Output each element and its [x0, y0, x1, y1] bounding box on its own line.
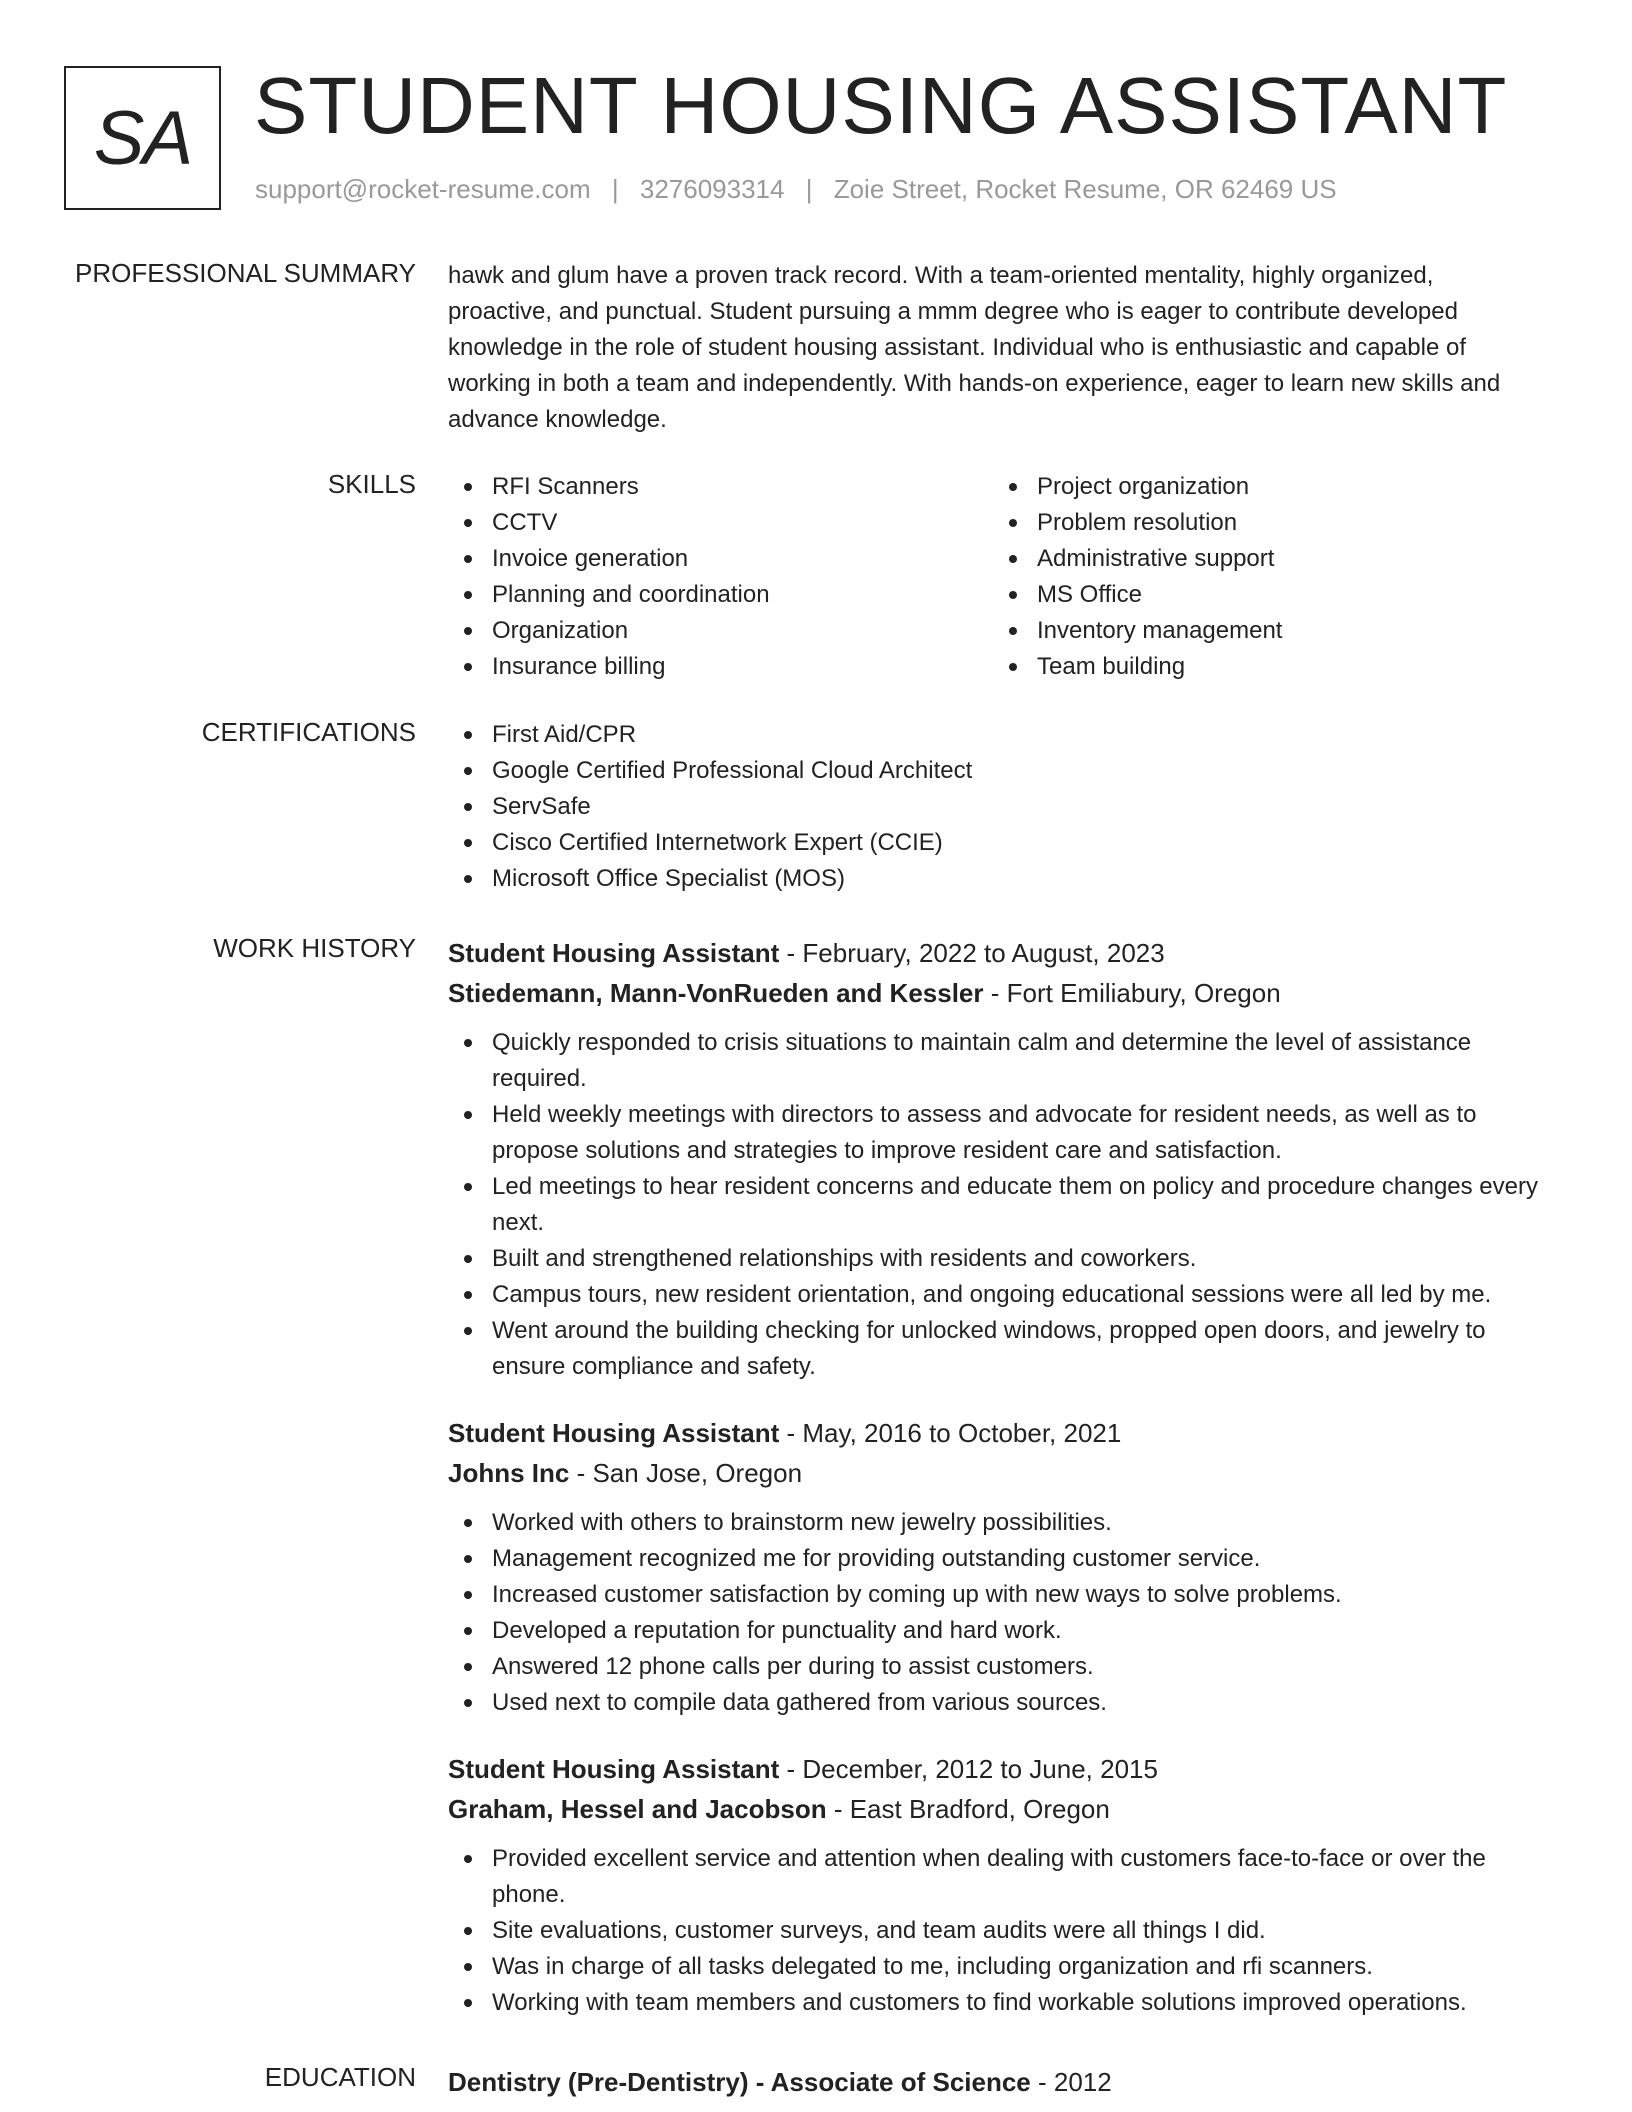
list-item: Quickly responded to crisis situations to maintain calm and determine the level of assistance required.	[448, 1025, 1538, 1097]
list-item: CCTV	[448, 505, 993, 541]
job-bullets	[448, 1025, 1538, 1385]
job-entry	[448, 1749, 1538, 2021]
summary-text: hawk and glum have a proven track record. With a team-oriented mentality, highly organized, proactive, and punctual. Student pursuing a mmm degree who is eager to contribute developed knowledge in the role of student housing assistant. Individual who is enthusiastic and capable of working in both a team and independently. With hands-on experience, eager to learn new skills and advance knowledge.	[448, 262, 1501, 433]
job-dates: - December, 2012 to June, 2015	[779, 1754, 1158, 1784]
contact-address: Zoie Street, Rocket Resume, OR 62469 US	[833, 174, 1337, 204]
list-item: ServSafe	[448, 789, 1538, 825]
list-item: Insurance billing	[448, 649, 993, 685]
education-degree: Dentistry (Pre-Dentistry) - Associate of Science	[448, 2067, 1031, 2097]
education-year: - 2012	[1030, 2067, 1112, 2097]
job-title: Student Housing Assistant	[448, 1418, 780, 1448]
page-title: STUDENT HOUSING ASSISTANT	[254, 61, 1508, 150]
list-item: Site evaluations, customer surveys, and team audits were all things I did.	[448, 1913, 1538, 1949]
job-company: Graham, Hessel and Jacobson	[448, 1794, 827, 1824]
job-company: Stiedemann, Mann-VonRueden and Kessler	[448, 978, 984, 1008]
contact-line	[255, 174, 1337, 205]
job-location: - Fort Emiliabury, Oregon	[983, 978, 1281, 1008]
job-title-line	[448, 933, 1538, 973]
job-title-line	[448, 1413, 1538, 1453]
contact-separator: |	[805, 174, 813, 204]
list-item: Inventory management	[993, 613, 1538, 649]
list-item: Built and strengthened relationships with residents and coworkers.	[448, 1241, 1538, 1277]
monogram-logo: SA	[64, 66, 221, 210]
skills-list-left	[448, 469, 993, 685]
list-item: Working with team members and customers to find workable solutions improved operations.	[448, 1985, 1538, 2021]
list-item: Problem resolution	[993, 505, 1538, 541]
list-item: Cisco Certified Internetwork Expert (CCIE)	[448, 825, 1538, 861]
list-item: Team building	[993, 649, 1538, 685]
skills-list-right	[993, 469, 1538, 685]
list-item: Administrative support	[993, 541, 1538, 577]
job-title: Student Housing Assistant	[448, 938, 780, 968]
list-item: Google Certified Professional Cloud Architect	[448, 753, 1538, 789]
job-entry	[448, 1413, 1538, 1721]
list-item: Microsoft Office Specialist (MOS)	[448, 861, 1538, 897]
section-label-summary: PROFESSIONAL SUMMARY	[75, 258, 416, 288]
section-label-skills: SKILLS	[327, 469, 416, 499]
list-item: Campus tours, new resident orientation, and ongoing educational sessions were all led by me.	[448, 1277, 1538, 1313]
certifications-list	[448, 717, 1538, 897]
list-item: Increased customer satisfaction by coming up with new ways to solve problems.	[448, 1577, 1538, 1613]
list-item: Organization	[448, 613, 993, 649]
job-location: - East Bradford, Oregon	[826, 1794, 1110, 1824]
job-bullets	[448, 1841, 1538, 2021]
list-item: Developed a reputation for punctuality and hard work.	[448, 1613, 1538, 1649]
list-item: Led meetings to hear resident concerns and educate them on policy and procedure changes every next.	[448, 1169, 1538, 1241]
list-item: Was in charge of all tasks delegated to me, including organization and rfi scanners.	[448, 1949, 1538, 1985]
job-dates: - May, 2016 to October, 2021	[779, 1418, 1122, 1448]
section-label-work-history: WORK HISTORY	[213, 933, 416, 963]
job-bullets	[448, 1505, 1538, 1721]
list-item: Provided excellent service and attention when dealing with customers face-to-face or over the phone.	[448, 1841, 1538, 1913]
contact-phone: 3276093314	[639, 174, 785, 204]
list-item: First Aid/CPR	[448, 717, 1538, 753]
list-item: Planning and coordination	[448, 577, 993, 613]
list-item: RFI Scanners	[448, 469, 993, 505]
section-label-certifications: CERTIFICATIONS	[201, 717, 416, 747]
job-company-line	[448, 973, 1538, 1013]
contact-separator: |	[611, 174, 619, 204]
list-item: Used next to compile data gathered from various sources.	[448, 1685, 1538, 1721]
list-item: Project organization	[993, 469, 1538, 505]
job-title-line	[448, 1749, 1538, 1789]
list-item: MS Office	[993, 577, 1538, 613]
section-label-education: EDUCATION	[264, 2062, 416, 2092]
job-company: Johns Inc	[448, 1458, 570, 1488]
list-item: Held weekly meetings with directors to assess and advocate for resident needs, as well as to propose solutions and strategies to improve resident care and satisfaction.	[448, 1097, 1538, 1169]
job-title: Student Housing Assistant	[448, 1754, 780, 1784]
job-location: - San Jose, Oregon	[569, 1458, 803, 1488]
list-item: Went around the building checking for unlocked windows, propped open doors, and jewelry to ensure compliance and safety.	[448, 1313, 1538, 1385]
resume-header	[64, 61, 1564, 210]
job-company-line	[448, 1789, 1538, 1829]
skills-columns	[448, 469, 1538, 685]
list-item: Worked with others to brainstorm new jewelry possibilities.	[448, 1505, 1538, 1541]
job-dates: - February, 2022 to August, 2023	[779, 938, 1165, 968]
job-entry	[448, 933, 1538, 1385]
job-company-line	[448, 1453, 1538, 1493]
education-line	[448, 2062, 1538, 2102]
contact-email: support@rocket-resume.com	[255, 174, 591, 204]
list-item: Invoice generation	[448, 541, 993, 577]
list-item: Management recognized me for providing outstanding customer service.	[448, 1541, 1538, 1577]
list-item: Answered 12 phone calls per during to assist customers.	[448, 1649, 1538, 1685]
